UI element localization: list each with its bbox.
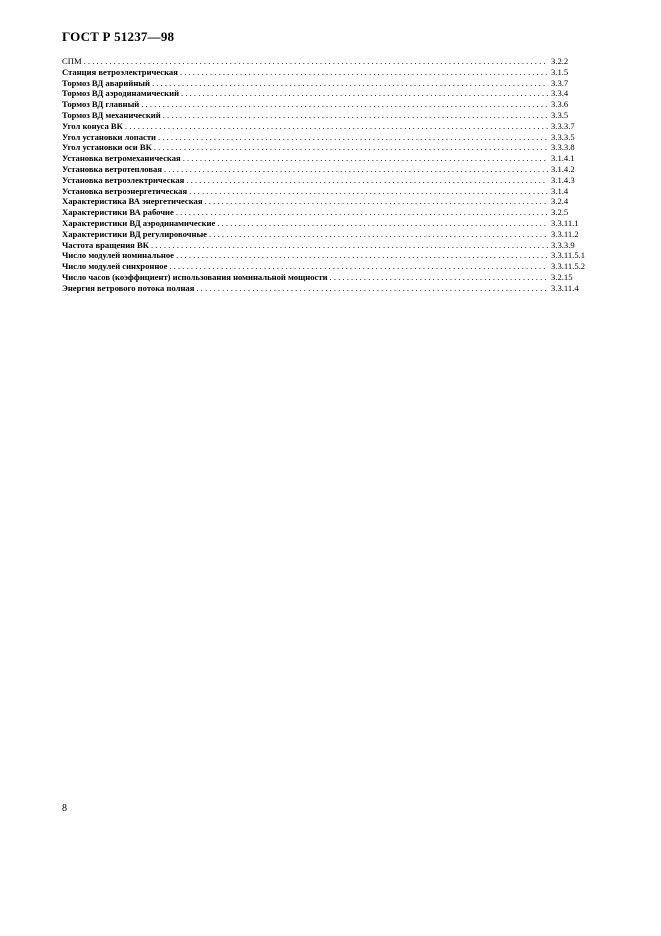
index-ref: 3.3.11.4 [551,282,579,293]
leader-dots [154,142,548,153]
leader-dots [163,110,548,121]
leader-dots [204,196,548,207]
document-header: ГОСТ Р 51237—98 [62,29,175,44]
index-entry [62,207,599,218]
index-term: Характеристики ВД аэродинамические [62,217,216,228]
index-ref: 3.3.11.2 [551,228,579,239]
index-term: Характеристики ВД регулировочные [62,228,207,239]
index-ref: 3.2.5 [551,207,569,218]
index-entry [62,261,599,272]
page-number: 8 [62,803,67,814]
index-term: Число модулей синхронное [62,261,168,272]
leader-dots [183,153,548,164]
leader-dots [164,164,548,175]
leader-dots [186,175,548,186]
index-ref: 3.3.3.7 [551,120,575,131]
index-term: Тормоз ВД аварийный [62,77,150,88]
leader-dots [169,261,548,272]
index-term: Тормоз ВД главный [62,99,140,110]
index-term: Угол установки лопасти [62,131,156,142]
leader-dots [189,186,548,197]
index-term: Установка ветромеханическая [62,153,181,164]
index-ref: 3.3.3.9 [551,239,575,250]
leader-dots [330,272,548,283]
leader-dots [196,283,548,294]
index-ref: 3.3.11.5.1 [551,250,586,261]
index-entry [62,196,599,207]
index-ref: 3.2.2 [551,56,569,66]
leader-dots [209,229,548,240]
index-entry [62,272,599,283]
index-entry [62,229,599,240]
index-ref: 3.3.11.5.2 [551,261,586,272]
index-ref: 3.3.11.1 [551,217,579,228]
index-term: Характеристика ВА энергетическая [62,196,203,207]
index-term: Тормоз ВД аэродинамический [62,88,180,99]
leader-dots [125,121,548,132]
index-entry [62,78,599,89]
leader-dots [152,78,548,89]
index-term: Тормоз ВД механический [62,109,161,120]
leader-dots [180,67,548,78]
index-entry [62,175,599,186]
index-entry [62,283,599,294]
leader-dots [217,218,548,229]
index-entry [62,110,599,121]
index-term: Установка ветроэнергетическая [62,185,188,196]
index-entry [62,153,599,164]
index-ref: 3.3.4 [551,88,569,99]
index-term: Угол установки оси ВК [62,142,152,153]
index-entry [62,240,599,251]
leader-dots [141,99,548,110]
index-ref: 3.1.4 [551,185,569,196]
index-ref: 3.3.3.8 [551,142,575,153]
index-entry [62,56,599,67]
index-ref: 3.3.7 [551,77,569,88]
index-term: Установка ветротепловая [62,163,162,174]
index-term: Энергия ветрового потока полная [62,282,195,293]
index-entry [62,132,599,143]
index-ref: 3.3.6 [551,99,569,110]
index-term: Частота вращения ВК [62,239,149,250]
leader-dots [176,207,548,218]
index-term: Станция ветроэлектрическая [62,66,178,77]
index-entry [62,250,599,261]
index-entry [62,88,599,99]
index-ref: 3.2.4 [551,196,569,207]
index-ref: 3.2.15 [551,271,573,282]
index-ref: 3.3.5 [551,109,569,120]
index-entry [62,142,599,153]
leader-dots [84,56,548,67]
index-term: Установка ветроэлектрическая [62,174,185,185]
index-entry [62,218,599,229]
index-term: СПМ [62,56,82,66]
index-ref: 3.1.4.1 [551,153,575,164]
index-term: Характеристики ВА рабочие [62,207,174,218]
leader-dots [151,240,548,251]
index-ref: 3.3.3.5 [551,131,575,142]
leader-dots [181,88,548,99]
index-entry [62,67,599,78]
index-term: Число модулей номинальное [62,250,174,261]
index-term: Угол конуса ВК [62,120,123,131]
index-entry [62,186,599,197]
index-ref: 3.1.5 [551,66,569,77]
index-entry [62,99,599,110]
index-entry [62,164,599,175]
index-entry [62,121,599,132]
index-term: Число часов (коэффициент) использования номинальной мощности [62,271,328,282]
index-ref: 3.1.4.2 [551,163,575,174]
leader-dots [158,132,548,143]
index-ref: 3.1.4.3 [551,174,575,185]
term-index [62,56,599,294]
leader-dots [176,250,548,261]
